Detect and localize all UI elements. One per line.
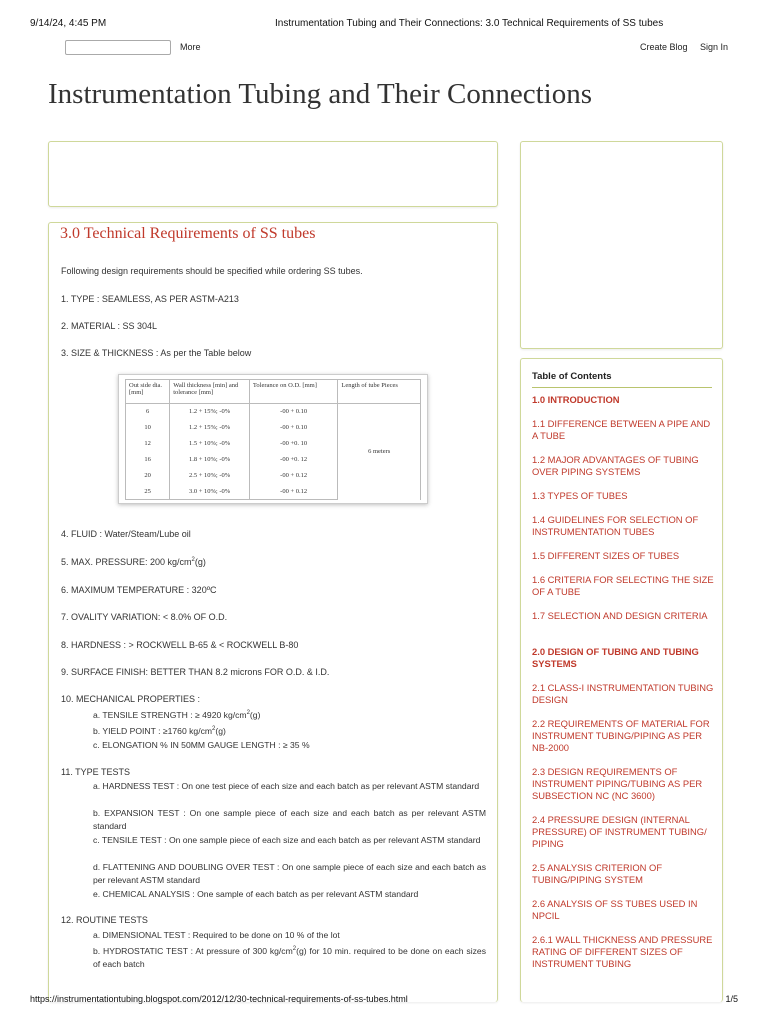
toc-link[interactable]: 2.3 DESIGN REQUIREMENTS OF INSTRUMENT PIPING/TUBING AS PER SUBSECTION NC (NC 3600) <box>532 766 703 801</box>
print-header <box>30 18 738 32</box>
table-header: Out side dia. [mm] <box>126 380 170 404</box>
req-mechanical-title: 10. MECHANICAL PROPERTIES : <box>61 694 201 704</box>
hydrostatic-text: b. HYDROSTATIC TEST : At pressure of 300 kg/cm <box>93 946 293 956</box>
superscript: 2 <box>246 710 250 717</box>
print-page-number: 1/5 <box>725 994 738 1004</box>
pressure-unit: (g) <box>194 557 206 567</box>
table-cell: 2.5 + 10%; -0% <box>170 468 250 484</box>
table-cell: 1.2 + 15%; -0% <box>170 404 250 420</box>
toc-link[interactable]: 1.1 DIFFERENCE BETWEEN A PIPE AND A TUBE <box>532 418 711 441</box>
type-test-tensile: c. TENSILE TEST : On one sample piece of each size and each batch as per relevant ASTM standard <box>93 835 481 845</box>
table-cell: 3.0 + 10%; -0% <box>170 484 250 500</box>
superscript: 2 <box>292 946 297 953</box>
print-url: https://instrumentationtubing.blogspot.com/2012/12/30-technical-requirements-of-ss-tubes.html <box>30 994 408 1004</box>
sidebar-ad-box <box>520 141 723 349</box>
navbar-more-link[interactable]: More <box>180 42 201 52</box>
post-intro: Following design requirements should be specified while ordering SS tubes. <box>61 266 363 276</box>
table-cell: 1.2 + 15%; -0% <box>170 420 250 436</box>
req-type: 1. TYPE : SEAMLESS, AS PER ASTM-A213 <box>61 294 239 304</box>
req-temperature: 6. MAXIMUM TEMPERATURE : 320ºC <box>61 585 217 595</box>
table-cell: 1.8 + 10%; -0% <box>170 452 250 468</box>
toc-link[interactable]: 2.0 DESIGN OF TUBING AND TUBING SYSTEMS <box>532 646 699 669</box>
toc-link[interactable]: 2.6.1 WALL THICKNESS AND PRESSURE RATING OF DIFFERENT SIZES OF INSTRUMENT TUBING <box>532 934 713 969</box>
table-cell: 10 <box>126 420 170 436</box>
table-cell: 16 <box>126 452 170 468</box>
mech-yield <box>93 725 226 738</box>
table-cell: 1.5 + 10%; -0% <box>170 436 250 452</box>
toc-link[interactable]: 2.2 REQUIREMENTS OF MATERIAL FOR INSTRUMENT TUBING/PIPING AS PER NB-2000 <box>532 718 710 753</box>
table-header: Tolerance on O.D. [mm] <box>249 380 338 404</box>
req-pressure <box>61 557 206 567</box>
req-material: 2. MATERIAL : SS 304L <box>61 321 158 331</box>
table-header: Length of tube Pieces <box>338 380 421 404</box>
toc-link[interactable]: 1.6 CRITERIA FOR SELECTING THE SIZE OF A TUBE <box>532 574 714 597</box>
type-tests-title: 11. TYPE TESTS <box>61 767 131 777</box>
toc-link[interactable]: 2.4 PRESSURE DESIGN (INTERNAL PRESSURE) OF INSTRUMENT TUBING/ PIPING <box>532 814 707 849</box>
pressure-text: 5. MAX. PRESSURE: 200 kg/cm <box>61 557 192 567</box>
mech-yield-unit: (g) <box>215 726 226 736</box>
toc-link[interactable]: 1.3 TYPES OF TUBES <box>532 490 628 501</box>
toc-link[interactable]: 1.4 GUIDELINES FOR SELECTION OF INSTRUMENTATION TUBES <box>532 514 699 537</box>
table-cell: -00 + 0.12 <box>249 484 338 500</box>
table-header: Wall thickness [min] and tolerance [mm] <box>170 380 250 404</box>
superscript: 2 <box>191 557 195 563</box>
table-cell: -00 +0. 10 <box>249 436 338 452</box>
toc-link[interactable]: 2.6 ANALYSIS OF SS TUBES USED IN NPCIL <box>532 898 698 921</box>
type-test-chemical: e. CHEMICAL ANALYSIS : One sample of each batch as per relevant ASTM standard <box>93 889 419 899</box>
superscript: 2 <box>212 726 216 733</box>
toc-link[interactable]: 1.7 SELECTION AND DESIGN CRITERIA <box>532 610 708 621</box>
mech-yield-text: b. YIELD POINT : ≥1760 kg/cm <box>93 726 213 736</box>
table-cell-length: 6 meters <box>338 404 421 500</box>
table-cell: -00 + 0.10 <box>249 420 338 436</box>
toc-link[interactable]: 2.5 ANALYSIS CRITERION OF TUBING/PIPING SYSTEM <box>532 862 663 885</box>
toc-link[interactable]: 1.0 INTRODUCTION <box>532 394 620 405</box>
table-cell: 25 <box>126 484 170 500</box>
req-size: 3. SIZE & THICKNESS : As per the Table below <box>61 348 252 358</box>
toc-link[interactable]: 1.2 MAJOR ADVANTAGES OF TUBING OVER PIPING SYSTEMS <box>532 454 699 477</box>
table-cell: 12 <box>126 436 170 452</box>
type-test-expansion: b. EXPANSION TEST : On one sample piece of each size and each batch as per relevant ASTM standard <box>93 808 486 831</box>
navbar-search-input[interactable] <box>65 40 171 55</box>
ad-banner-box <box>48 141 498 207</box>
hydrostatic-text-cont: (g) for 10 min. required to be done on each sizes of each batch <box>93 946 486 969</box>
toc-link[interactable]: 2.1 CLASS-I INSTRUMENTATION TUBING DESIGN <box>532 682 714 705</box>
table-cell: 20 <box>126 468 170 484</box>
table-cell: -00 + 0.10 <box>249 404 338 420</box>
blog-title[interactable]: Instrumentation Tubing and Their Connections <box>48 78 592 110</box>
post-title[interactable]: 3.0 Technical Requirements of SS tubes <box>60 225 316 242</box>
routine-tests-title: 12. ROUTINE TESTS <box>61 915 148 925</box>
table-cell: -00 +0. 12 <box>249 452 338 468</box>
print-datetime: 9/14/24, 4:45 PM <box>30 18 107 29</box>
req-surface-finish: 9. SURFACE FINISH: BETTER THAN 8.2 microns FOR O.D. & I.D. <box>61 667 330 677</box>
blogger-navbar <box>0 38 768 58</box>
req-fluid: 4. FLUID : Water/Steam/Lube oil <box>61 529 191 539</box>
mech-tensile <box>93 709 260 722</box>
toc-link[interactable]: 1.5 DIFFERENT SIZES OF TUBES <box>532 550 680 561</box>
print-page-title: Instrumentation Tubing and Their Connections: 3.0 Technical Requirements of SS tubes <box>275 18 664 29</box>
mech-tensile-text: a. TENSILE STRENGTH : ≥ 4920 kg/cm <box>93 710 247 720</box>
create-blog-link[interactable]: Create Blog <box>640 42 688 52</box>
toc-divider <box>532 387 712 388</box>
req-hardness: 8. HARDNESS : > ROCKWELL B-65 & < ROCKWELL B-80 <box>61 640 299 650</box>
toc-title: Table of Contents <box>532 371 612 382</box>
routine-test-hydrostatic <box>93 945 486 971</box>
table-cell: 6 <box>126 404 170 420</box>
table-row <box>126 404 421 420</box>
req-ovality: 7. OVALITY VARIATION: < 8.0% OF O.D. <box>61 612 228 622</box>
type-test-flattening: d. FLATTENING AND DOUBLING OVER TEST : On one sample piece of each size and each batch as per relevant ASTM standard <box>93 862 486 885</box>
routine-test-dimensional: a. DIMENSIONAL TEST : Required to be done on 10 % of the lot <box>93 930 340 940</box>
mech-elongation: c. ELONGATION % IN 50MM GAUGE LENGTH : ≥ 35 % <box>93 740 310 750</box>
type-test-hardness: a. HARDNESS TEST : On one test piece of each size and each batch as per relevant ASTM standard <box>93 781 480 791</box>
mech-tensile-unit: (g) <box>249 710 261 720</box>
table-cell: -00 + 0.12 <box>249 468 338 484</box>
size-thickness-table <box>118 374 428 504</box>
sign-in-link[interactable]: Sign In <box>700 42 729 52</box>
